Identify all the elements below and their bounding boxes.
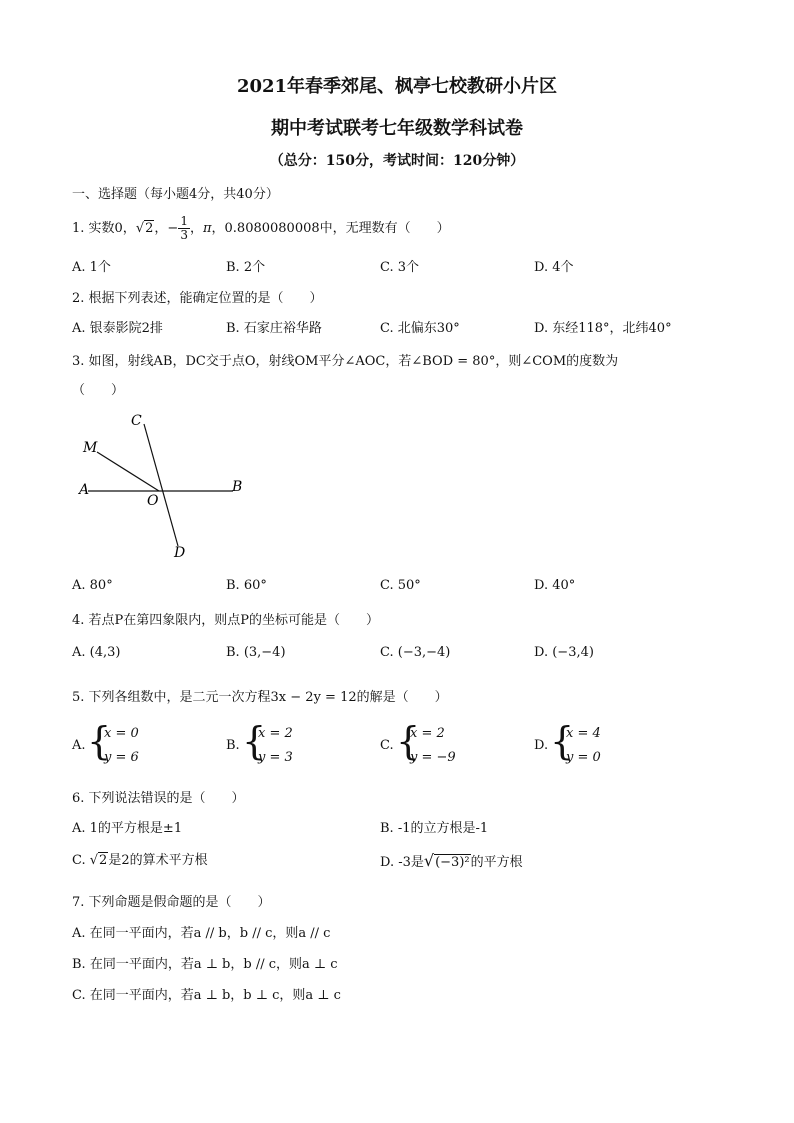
q6-c-radicand: 2 [99,853,108,868]
q7-option-b[interactable]: B. 在同一平面内，若a ⊥ b，b // c，则a ⊥ c [72,957,338,972]
q1-option-c[interactable]: C. 3个 [380,260,420,275]
exam-subtitle: （总分：150分，考试时间：120分钟） [269,153,525,169]
question-6-stem: 6. 下列说法错误的是（ ） [72,791,245,806]
q4-option-a[interactable]: A. (4,3) [72,645,121,660]
left-brace: { [87,719,112,763]
q5-b-x: x = 2 [258,726,293,741]
question-3-stem: 3. 如图，射线AB，DC交于点O，射线OM平分∠AOC，若∠BOD = 80°，则∠COM的度数为 [72,354,619,369]
q5-b-y: y = 3 [258,750,293,765]
q5-a-y: y = 6 [104,750,139,765]
q1-text-b: ，0.8080080008中，无理数有（ ） [211,221,450,236]
question-7-stem: 7. 下列命题是假命题的是（ ） [72,895,271,910]
q6-d-prefix: D. -3是 [380,855,424,870]
q5-option-a-label: A. [72,738,86,753]
ray-OM [97,452,159,491]
q6-d-suffix: 的平方根 [470,855,523,870]
q1-minus: − [167,221,179,236]
q2-option-d[interactable]: D. 东经118°，北纬40° [534,321,672,336]
q1-option-a[interactable]: A. 1个 [72,260,111,275]
exam-title-line2: 期中考试联考七年级数学科试卷 [271,118,523,139]
q3-option-c[interactable]: C. 50° [380,578,421,593]
q6-c-suffix: 是2的算术平方根 [108,853,208,868]
question-4-stem: 4. 若点P在第四象限内，则点P的坐标可能是（ ） [72,613,380,628]
q1-sep1: ， [154,221,168,236]
q2-option-a[interactable]: A. 银泰影院2排 [72,321,163,336]
q6-option-b[interactable]: B. -1的立方根是-1 [380,821,489,836]
q5-d-y: y = 0 [566,750,601,765]
q4-option-c[interactable]: C. (−3,−4) [380,645,451,660]
q6-c-prefix: C. [72,853,90,868]
q2-option-b[interactable]: B. 石家庄裕华路 [226,321,322,336]
q3-option-a[interactable]: A. 80° [72,578,113,593]
label-C: C [131,413,142,429]
q6-d-radicand: (−3)² [435,855,470,870]
q5-option-d-label: D. [534,738,549,753]
question-3-paren: （ ） [72,383,125,398]
fraction-numerator: 1 [180,214,188,228]
q1-text-a: 1. 实数0， [72,221,136,236]
q5-option-c-label: C. [380,738,394,753]
q1-pi: π [202,221,212,236]
left-brace: { [396,719,421,763]
question-2-stem: 2. 根据下列表述，能确定位置的是（ ） [72,291,323,306]
q5-c-x: x = 2 [410,726,445,741]
q5-c-y: y = −9 [410,750,456,765]
left-brace: { [242,719,267,763]
sqrt-symbol: √(−3)² [423,851,470,870]
q6-option-a[interactable]: A. 1的平方根是±1 [72,821,183,836]
label-O: O [147,493,159,509]
label-D: D [174,545,186,561]
exam-title-line1: 2021年春季郊尾、枫亭七校教研小片区 [236,76,558,97]
left-brace: { [550,719,575,763]
q1-option-d[interactable]: D. 4个 [534,260,574,275]
q1-sqrt-value: 2 [145,221,154,236]
label-B: B [232,479,243,495]
q5-d-x: x = 4 [566,726,601,741]
section-heading: 一、选择题（每小题4分，共40分） [72,187,279,202]
q4-option-d[interactable]: D. (−3,4) [534,645,594,660]
question-5-stem: 5. 下列各组数中，是二元一次方程3x − 2y = 12的解是（ ） [72,690,448,705]
q1-sep2: ， [189,221,203,236]
q6-option-d[interactable] [380,850,523,874]
label-A: A [79,482,90,498]
sqrt-symbol: √2 [135,221,154,236]
label-M: M [83,440,98,456]
q3-option-d[interactable]: D. 40° [534,578,576,593]
q4-option-b[interactable]: B. (3,−4) [226,645,286,660]
q6-option-c[interactable] [72,850,208,872]
q3-option-b[interactable]: B. 60° [226,578,267,593]
q1-option-b[interactable]: B. 2个 [226,260,266,275]
q2-option-c[interactable]: C. 北偏东30° [380,321,460,336]
q7-option-a[interactable]: A. 在同一平面内，若a // b，b // c，则a // c [72,926,331,941]
sqrt-symbol: √2 [89,853,108,868]
q5-option-b-label: B. [226,738,240,753]
fraction-denominator: 3 [180,228,188,242]
q7-option-c[interactable]: C. 在同一平面内，若a ⊥ b，b ⊥ c，则a ⊥ c [72,988,341,1003]
q5-a-x: x = 0 [104,726,139,741]
